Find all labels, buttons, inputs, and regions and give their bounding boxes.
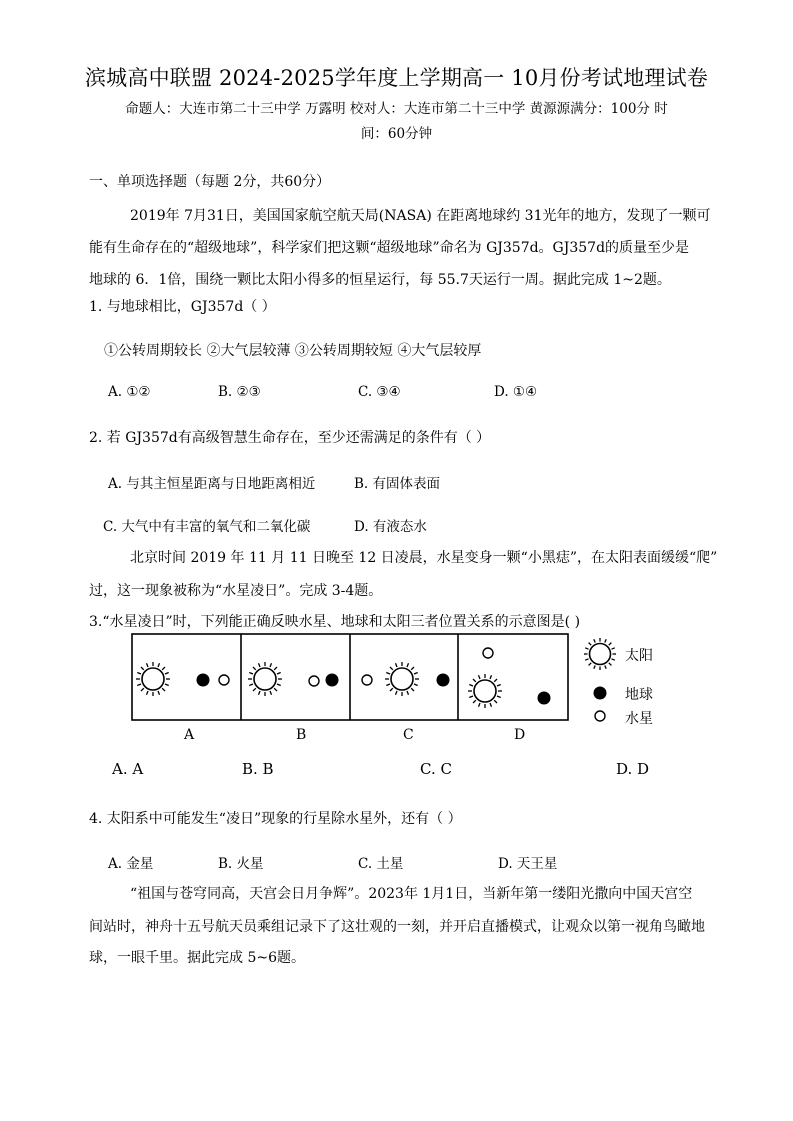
panel-b-earth-icon [326, 674, 339, 687]
exam-title: 滨城高中联盟 2024-2025学年度上学期高一 10月份考试地理试卷 [84, 66, 709, 90]
legend-earth-icon [594, 687, 607, 700]
legend-earth-label: 地球 [625, 687, 653, 703]
intro3-line2: 间站时，神舟十五号航天员乘组记录下了这壮观的一刻，并开启直播模式，让观众以第一视角鸟瞰地 [89, 919, 705, 935]
intro2-line1: 北京时间 2019 年 11 月 11 日晚至 12 日凌晨，水星变身一颗“小黑痣”，在太阳表面缓缓“爬” [130, 550, 718, 566]
q2-option-b[interactable]: B. 有固体表面 [354, 476, 441, 492]
section-heading: 一、单项选择题（每题 2分，共60分） [89, 174, 331, 190]
q1-option-b[interactable]: B. ②③ [218, 384, 261, 400]
panel-c-mercury-icon [362, 675, 372, 685]
legend-mercury-label: 水星 [625, 711, 653, 727]
q1-statements: ①公转周期较长 ②大气层较薄 ③公转周期较短 ④大气层较厚 [104, 343, 482, 359]
legend-mercury-icon [595, 711, 605, 721]
q2-option-a[interactable]: A. 与其主恒星距离与日地距离相近 [108, 476, 316, 492]
q4-option-d[interactable]: D. 天王星 [498, 856, 558, 872]
panel-d-sun-icon [468, 674, 502, 708]
panel-b-mercury-icon [309, 676, 319, 686]
q2-stem: 2. 若 GJ357d有高级智慧生命存在，至少还需满足的条件有（ ） [89, 430, 491, 446]
q3-diagram [131, 633, 569, 721]
panel-label-b: B [296, 727, 307, 743]
legend-sun-label: 太阳 [625, 648, 653, 664]
panel-d-earth-icon [538, 692, 551, 705]
panel-a-earth-icon [197, 674, 210, 687]
q4-option-a[interactable]: A. 金星 [108, 856, 154, 872]
q2-option-c[interactable]: C. 大气中有丰富的氧气和二氧化碳 [103, 519, 311, 535]
q4-option-c[interactable]: C. 土星 [358, 856, 404, 872]
q2-option-d[interactable]: D. 有液态水 [354, 519, 427, 535]
q1-option-c[interactable]: C. ③④ [358, 384, 401, 400]
q4-stem: 4. 太阳系中可能发生“凌日”现象的行星除水星外，还有（ ） [89, 811, 462, 827]
panel-label-a: A [184, 727, 195, 743]
intro1-line1: 2019年 7月31日，美国国家航空航天局(NASA) 在距离地球约 31光年的地方，发现了一颗可 [130, 208, 711, 224]
q3-option-a[interactable]: A. A [112, 760, 144, 778]
q1-option-a[interactable]: A. ①② [108, 384, 151, 400]
q1-stem: 1. 与地球相比，GJ357d（ ） [89, 299, 276, 315]
intro3-line1: “祖国与苍穹同高，天宫会日月争辉”。2023年 1月1日，当新年第一缕阳光撒向中国天宫空 [130, 886, 693, 902]
exam-subtitle-line2: 间：60分钟 [360, 126, 433, 142]
legend-icons [583, 638, 619, 728]
panel-label-d: D [514, 727, 526, 743]
panel-label-c: C [403, 727, 414, 743]
q3-option-d[interactable]: D. D [616, 760, 650, 778]
intro3-line3: 球，一眼千里。据此完成 5~6题。 [89, 950, 305, 966]
legend-sun-icon [584, 638, 616, 670]
panel-c-sun-icon [385, 662, 419, 696]
intro1-line3: 地球的 6．1倍，围绕一颗比太阳小得多的恒星运行，每 55.7天运行一周。据此完成 1~2题。 [89, 272, 671, 288]
q3-option-b[interactable]: B. B [242, 760, 274, 778]
intro2-line2: 过，这一现象被称为“水星凌日”。完成 3-4题。 [89, 583, 383, 599]
panel-a-mercury-icon [219, 675, 229, 685]
q1-option-d[interactable]: D. ①④ [494, 384, 538, 400]
exam-subtitle-line1: 命题人：大连市第二十三中学 万露明 校对人：大连市第二十三中学 黄源源满分：100分 时 [125, 101, 668, 117]
panel-b-sun-icon [248, 662, 282, 696]
q4-option-b[interactable]: B. 火星 [218, 856, 264, 872]
q3-option-c[interactable]: C. C [420, 760, 452, 778]
q3-stem: 3.“水星凌日”时，下列能正确反映水星、地球和太阳三者位置关系的示意图是( ) [89, 614, 581, 630]
intro1-line2: 能有生命存在的“超级地球”，科学家们把这颗“超级地球”命名为 GJ357d。GJ357d的质量至少是 [89, 240, 690, 256]
panel-d-mercury-icon [483, 648, 493, 658]
panel-a-sun-icon [136, 662, 170, 696]
panel-c-earth-icon [437, 674, 450, 687]
